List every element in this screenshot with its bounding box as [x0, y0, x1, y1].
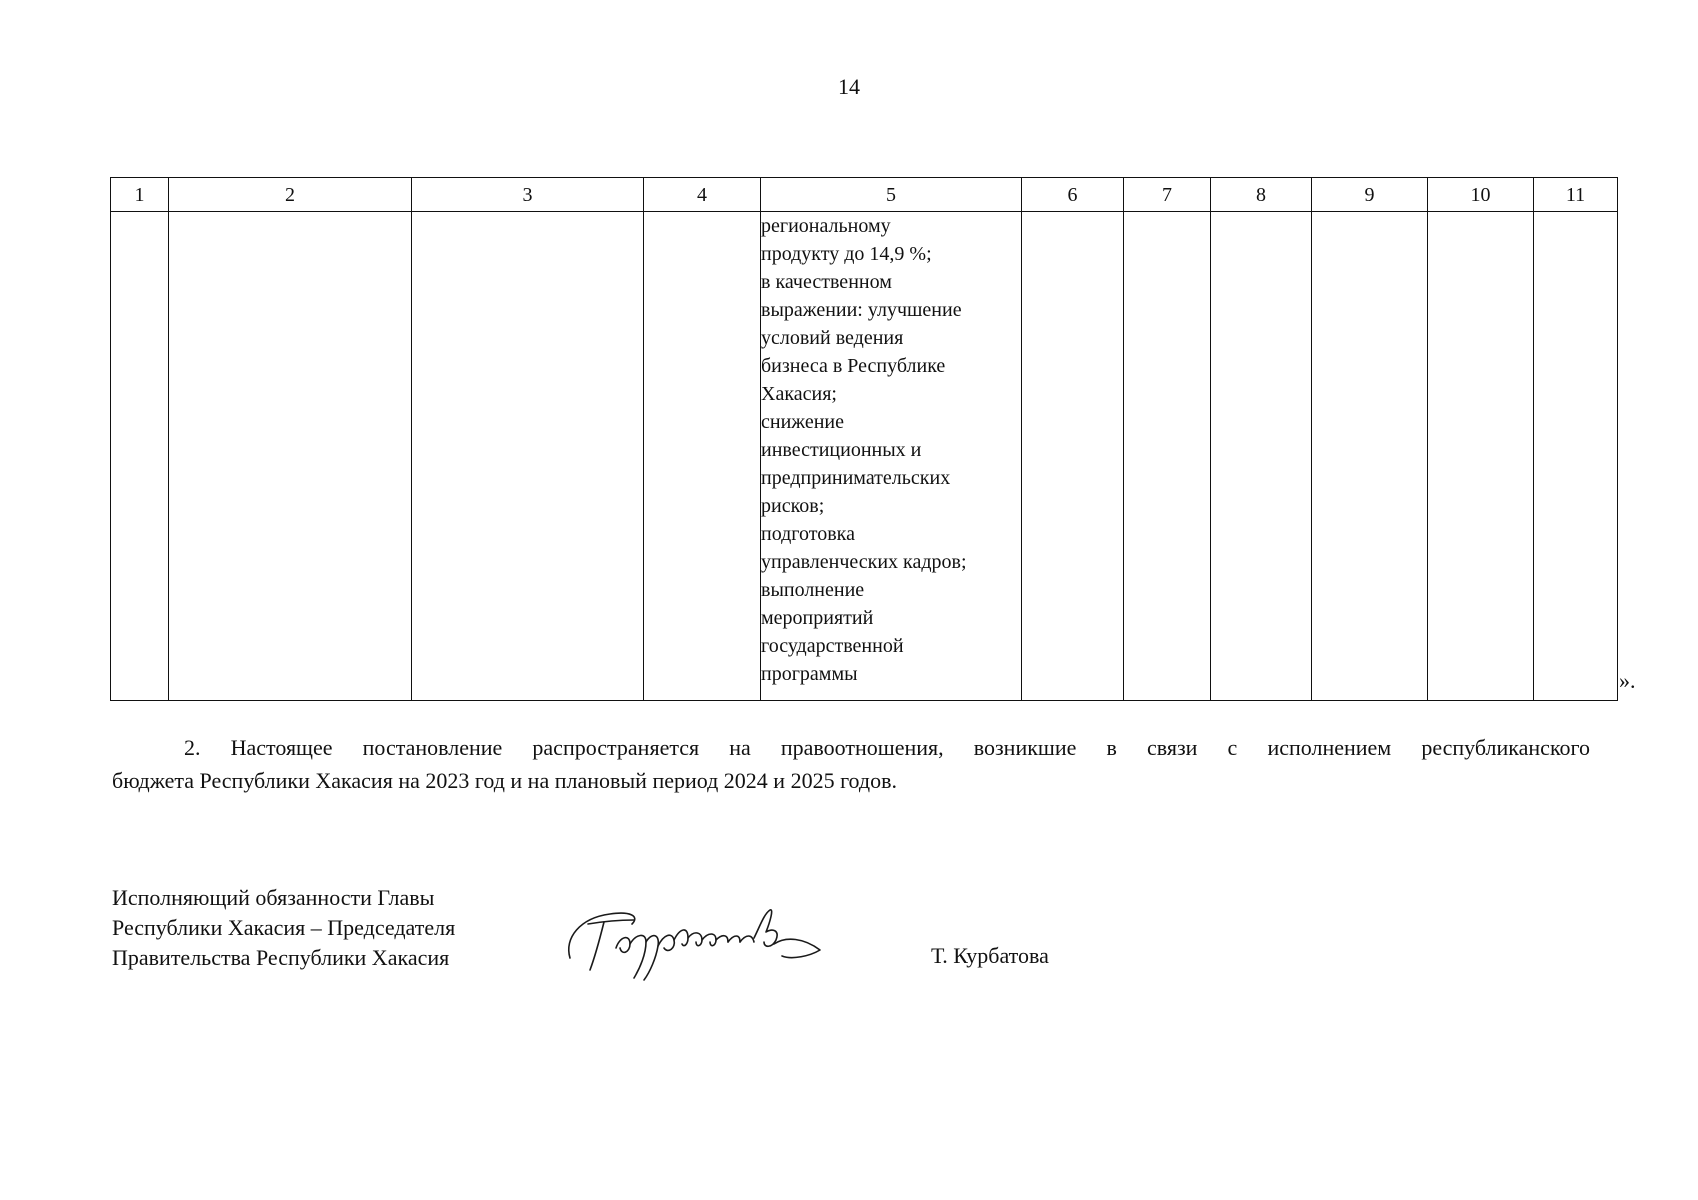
column-header-8: 8: [1211, 178, 1312, 212]
column-header-5: 5: [761, 178, 1022, 212]
cell-col-1: [111, 212, 169, 701]
cell-col-4: [644, 212, 761, 701]
column-header-7: 7: [1124, 178, 1211, 212]
cell-col-10: [1428, 212, 1534, 701]
cell-text-line: рисков;: [761, 495, 825, 517]
signer-name: Т. Курбатова: [931, 943, 1049, 968]
cell-col-11: [1534, 212, 1618, 701]
column-header-1: 1: [111, 178, 169, 212]
cell-col-5: [761, 212, 1022, 701]
column-header-11: 11: [1534, 178, 1618, 212]
column-header-4: 4: [644, 178, 761, 212]
cell-col-8: [1211, 212, 1312, 701]
cell-text-line: продукту до 14,9 %;: [761, 243, 932, 265]
cell-text-line: выполнение: [761, 579, 865, 601]
cell-col-7: [1124, 212, 1211, 701]
closing-quote: ».: [1619, 668, 1636, 693]
table-container: [110, 177, 1618, 701]
signatory-title-line: Республики Хакасия – Председателя: [112, 915, 456, 940]
cell-text-line: управленческих кадров;: [761, 551, 967, 573]
cell-text-line: региональному: [761, 215, 891, 237]
cell-text-line: подготовка: [761, 523, 855, 545]
paragraph-line-2: бюджета Республики Хакасия на 2023 год и на плановый период 2024 и 2025 годов.: [112, 768, 898, 793]
cell-text-line: программы: [761, 663, 858, 685]
cell-text-line: государственной: [761, 635, 904, 657]
page-number: 14: [838, 74, 860, 99]
cell-text-line: выражении: улучшение: [761, 299, 962, 321]
paragraph-line-1: 2. Настоящее постановление распространяется на правоотношения, возникшие в связи с исполнением республиканского: [184, 735, 1590, 760]
handwritten-signature-icon: [560, 898, 860, 988]
column-header-10: 10: [1428, 178, 1534, 212]
column-header-3: 3: [412, 178, 644, 212]
signatory-title-line: Исполняющий обязанности Главы: [112, 885, 435, 910]
signatory-title-line: Правительства Республики Хакасия: [112, 945, 450, 970]
cell-text-line: бизнеса в Республике: [761, 355, 946, 377]
cell-text-line: предпринимательских: [761, 467, 951, 489]
cell-col-2: [169, 212, 412, 701]
body-paragraph: [112, 731, 1590, 797]
table-header-row: [111, 178, 1618, 212]
cell-text-line: мероприятий: [761, 607, 874, 629]
column-header-6: 6: [1022, 178, 1124, 212]
cell-text-line: Хакасия;: [761, 383, 837, 405]
cell-text-line: условий ведения: [761, 327, 904, 349]
cell-text-line: снижение: [761, 411, 844, 433]
column-header-9: 9: [1312, 178, 1428, 212]
cell-text-line: в качественном: [761, 271, 892, 293]
cell-text-line: инвестиционных и: [761, 439, 922, 461]
column-header-2: 2: [169, 178, 412, 212]
cell-col-9: [1312, 212, 1428, 701]
cell-col-6: [1022, 212, 1124, 701]
signatory-title: [112, 883, 455, 973]
continuation-table: [110, 177, 1618, 701]
cell-col-3: [412, 212, 644, 701]
table-row: [111, 212, 1618, 701]
